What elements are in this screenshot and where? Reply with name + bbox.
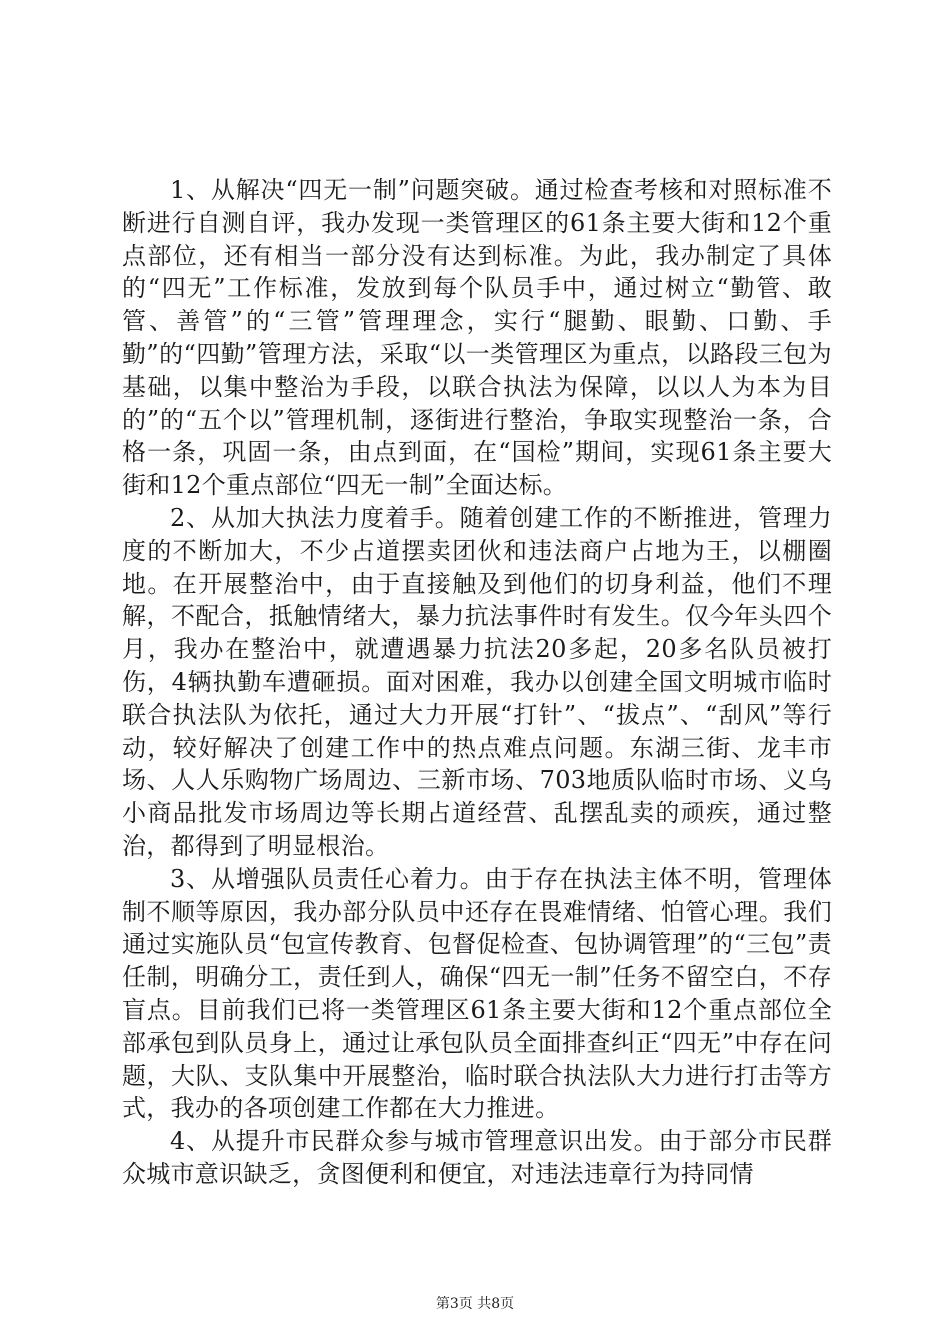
paragraph-2: 2、从加大执法力度着手。随着创建工作的不断推进，管理力度的不断加大，不少占道摆卖团伙和违法商户占地为王，以棚圈地。在开展整治中，由于直接触及到他们的切身利益，他们不理解，不配合，抵触情绪大，暴力抗法事件时有发生。仅今年头四个月，我办在整治中，就遭遇暴力抗法20多起，20多名队员被打伤，4辆执勤车遭砸损。面对困难，我办以创建全国文明城市临时联合执法队为依托，通过大力开展“打针”、“拔点”、“刮风”等行动，较好解决了创建工作中的热点难点问题。东湖三街、龙丰市场、人人乐购物广场周边、三新市场、703地质队临时市场、义乌小商品批发市场周边等长期占道经营、乱摆乱卖的顽疾，通过整治，都得到了明显根治。 xyxy=(122,503,832,860)
paragraph-1: 1、从解决“四无一制”问题突破。通过检查考核和对照标准不断进行自测自评，我办发现一类管理区的61条主要大街和12个重点部位，还有相当一部分没有达到标准。为此，我办制定了具体的“四无”工作标准，发放到每个队员手中，通过树立“勤管、敢管、善管”的“三管”管理理念，实行“腿勤、眼勤、口勤、手勤”的“四勤”管理方法，采取“以一类管理区为重点，以路段三包为基础，以集中整治为手段，以联合执法为保障，以以人为本为目的”的“五个以”管理机制，逐街进行整治，争取实现整治一条，合格一条，巩固一条，由点到面，在“国检”期间，实现61条主要大街和12个重点部位“四无一制”全面达标。 xyxy=(122,176,832,500)
page-number-footer: 第3页 共8页 xyxy=(435,1296,515,1312)
document-body xyxy=(122,174,832,1191)
paragraph-3: 3、从增强队员责任心着力。由于存在执法主体不明，管理体制不顺等原因，我办部分队员中还存在畏难情绪、怕管心理。我们通过实施队员“包宣传教育、包督促检查、包协调管理”的“三包”责任制，明确分工，责任到人，确保“四无一制”任务不留空白，不存盲点。目前我们已将一类管理区61条主要大街和12个重点部位全部承包到队员身上，通过让承包队员全面排查纠正“四无”中存在问题，大队、支队集中开展整治，临时联合执法队大力进行打击等方式，我办的各项创建工作都在大力推进。 xyxy=(122,864,832,1123)
paragraph-4: 4、从提升市民群众参与城市管理意识出发。由于部分市民群众城市意识缺乏，贪图便利和便宜，对违法违章行为持同情 xyxy=(122,1127,832,1188)
